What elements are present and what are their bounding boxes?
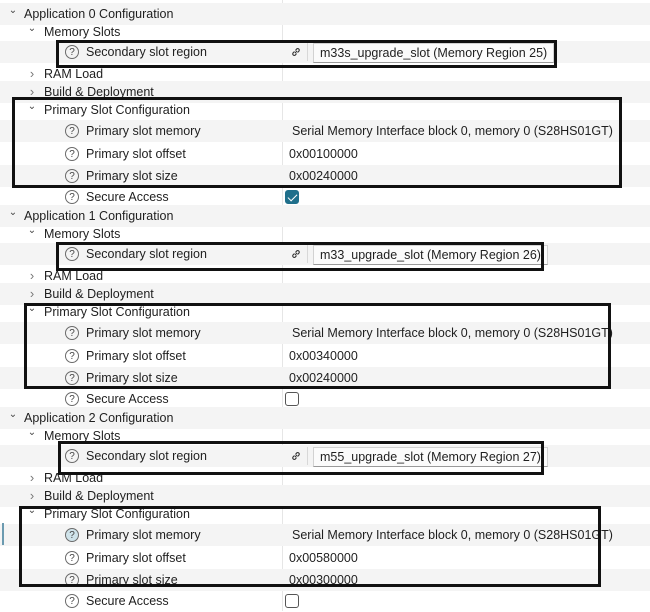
app1-primary-memory-row <box>0 322 650 344</box>
link-icon[interactable] <box>285 43 308 61</box>
help-icon[interactable]: ? <box>65 190 79 204</box>
app0-primary-config-label: Primary Slot Configuration <box>44 103 190 117</box>
app0-memory-slots-label: Memory Slots <box>44 25 121 39</box>
app2-secondary-value[interactable]: m55_upgrade_slot (Memory Region 27) <box>313 447 548 467</box>
app1-ram-load-label: RAM Load <box>44 269 104 283</box>
app1-title: Application 1 Configuration <box>24 209 174 223</box>
app0-secure-checkbox[interactable] <box>285 190 299 204</box>
help-icon[interactable]: ? <box>65 124 79 138</box>
app1-primary-memory-label: Primary slot memory <box>86 326 201 340</box>
app0-memory-slots-row[interactable] <box>0 21 650 43</box>
app0-primary-offset-value[interactable]: 0x00100000 <box>289 147 358 161</box>
app1-secondary-value[interactable]: m33_upgrade_slot (Memory Region 26) <box>313 245 548 265</box>
link-icon[interactable] <box>285 447 308 465</box>
help-icon[interactable]: ? <box>65 371 79 385</box>
app0-secondary-row <box>0 41 650 63</box>
app2-primary-offset-value[interactable]: 0x00580000 <box>289 551 358 565</box>
help-icon[interactable]: ? <box>65 326 79 340</box>
app2-build-label: Build & Deployment <box>44 489 154 503</box>
app1-secure-label: Secure Access <box>86 392 169 406</box>
app2-memory-slots-label: Memory Slots <box>44 429 121 443</box>
app0-primary-size-row <box>0 165 650 187</box>
app2-primary-memory-value[interactable]: Serial Memory Interface block 0, memory 0 (S28HS01GT) <box>292 528 613 542</box>
app0-primary-offset-label: Primary slot offset <box>86 147 186 161</box>
app0-primary-memory-row <box>0 120 650 142</box>
app2-primary-size-row <box>0 569 650 591</box>
chevron-right-icon[interactable] <box>27 473 37 483</box>
app1-primary-config-label: Primary Slot Configuration <box>44 305 190 319</box>
app0-secure-label: Secure Access <box>86 190 169 204</box>
app1-memory-slots-row[interactable] <box>0 223 650 245</box>
app2-primary-memory-row <box>0 524 650 546</box>
chevron-right-icon[interactable] <box>27 69 37 79</box>
app2-secure-row <box>0 590 650 612</box>
app2-primary-size-value[interactable]: 0x00300000 <box>289 573 358 587</box>
chevron-down-icon[interactable] <box>27 229 37 239</box>
chevron-down-icon[interactable] <box>27 431 37 441</box>
app1-primary-size-row <box>0 367 650 389</box>
help-icon[interactable]: ? <box>65 594 79 608</box>
app1-primary-config-row[interactable] <box>0 301 650 323</box>
chevron-down-icon[interactable] <box>27 307 37 317</box>
chevron-down-icon[interactable] <box>27 509 37 519</box>
app1-build-label: Build & Deployment <box>44 287 154 301</box>
app2-secure-checkbox[interactable] <box>285 594 299 608</box>
help-icon[interactable]: ? <box>65 392 79 406</box>
app1-secondary-label: Secondary slot region <box>86 247 207 261</box>
help-icon[interactable]: ? <box>65 169 79 183</box>
chevron-down-icon[interactable] <box>27 27 37 37</box>
app1-primary-size-label: Primary slot size <box>86 371 178 385</box>
help-icon[interactable]: ? <box>65 449 79 463</box>
app0-primary-config-row[interactable] <box>0 99 650 121</box>
help-icon[interactable]: ? <box>65 573 79 587</box>
app0-build-label: Build & Deployment <box>44 85 154 99</box>
help-icon[interactable]: ? <box>65 528 79 542</box>
app2-ram-load-label: RAM Load <box>44 471 104 485</box>
help-icon[interactable]: ? <box>65 551 79 565</box>
app0-secondary-value[interactable]: m33s_upgrade_slot (Memory Region 25) <box>313 43 554 63</box>
chevron-right-icon[interactable] <box>27 87 37 97</box>
focus-marker <box>2 523 4 545</box>
app0-title: Application 0 Configuration <box>24 7 174 21</box>
app0-primary-size-label: Primary slot size <box>86 169 178 183</box>
app0-secondary-label: Secondary slot region <box>86 45 207 59</box>
chevron-right-icon[interactable] <box>27 271 37 281</box>
help-icon[interactable]: ? <box>65 45 79 59</box>
chevron-down-icon[interactable] <box>8 413 18 423</box>
help-icon[interactable]: ? <box>65 147 79 161</box>
chevron-right-icon[interactable] <box>27 289 37 299</box>
app1-secondary-row <box>0 243 650 265</box>
link-icon[interactable] <box>285 245 308 263</box>
app2-primary-config-row[interactable] <box>0 503 650 525</box>
app2-secondary-label: Secondary slot region <box>86 449 207 463</box>
app2-primary-memory-label: Primary slot memory <box>86 528 201 542</box>
app2-title: Application 2 Configuration <box>24 411 174 425</box>
app2-secondary-row <box>0 445 650 467</box>
app0-primary-memory-value[interactable]: Serial Memory Interface block 0, memory 0 (S28HS01GT) <box>292 124 613 138</box>
app1-primary-offset-row <box>0 345 650 367</box>
help-icon[interactable]: ? <box>65 247 79 261</box>
chevron-down-icon[interactable] <box>27 105 37 115</box>
app1-primary-size-value[interactable]: 0x00240000 <box>289 371 358 385</box>
app2-primary-offset-label: Primary slot offset <box>86 551 186 565</box>
chevron-down-icon[interactable] <box>8 9 18 19</box>
app2-secure-label: Secure Access <box>86 594 169 608</box>
app1-primary-offset-label: Primary slot offset <box>86 349 186 363</box>
app2-primary-size-label: Primary slot size <box>86 573 178 587</box>
app0-primary-memory-label: Primary slot memory <box>86 124 201 138</box>
app1-primary-offset-value[interactable]: 0x00340000 <box>289 349 358 363</box>
app0-primary-offset-row <box>0 143 650 165</box>
app0-ram-load-label: RAM Load <box>44 67 104 81</box>
app2-primary-config-label: Primary Slot Configuration <box>44 507 190 521</box>
chevron-down-icon[interactable] <box>8 211 18 221</box>
chevron-right-icon[interactable] <box>27 491 37 501</box>
app1-secure-checkbox[interactable] <box>285 392 299 406</box>
app0-primary-size-value[interactable]: 0x00240000 <box>289 169 358 183</box>
app2-memory-slots-row[interactable] <box>0 425 650 447</box>
app1-memory-slots-label: Memory Slots <box>44 227 121 241</box>
app2-primary-offset-row <box>0 547 650 569</box>
app1-primary-memory-value[interactable]: Serial Memory Interface block 0, memory 0 (S28HS01GT) <box>292 326 613 340</box>
help-icon[interactable]: ? <box>65 349 79 363</box>
